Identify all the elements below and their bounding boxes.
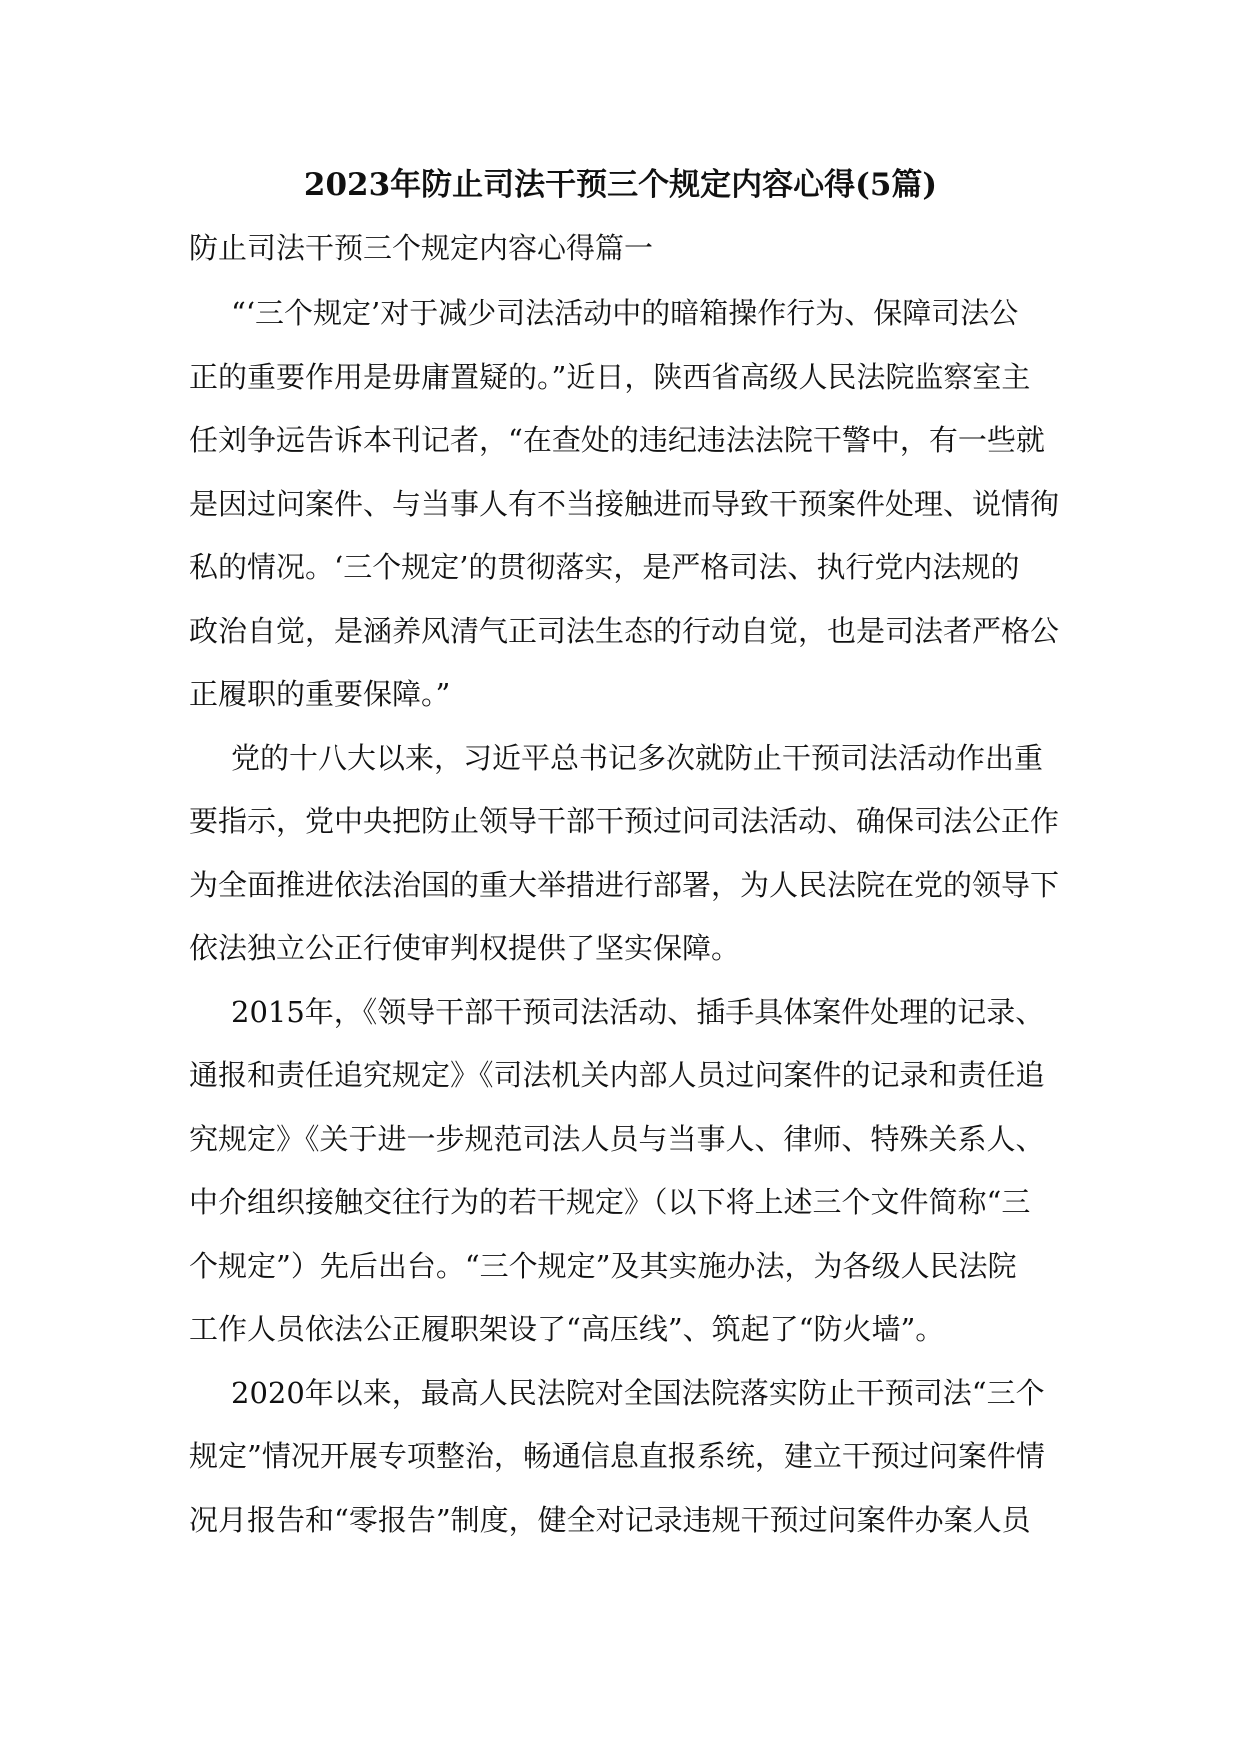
paragraph-line: 2015年，《领导干部干预司法活动、插手具体案件处理的记录、 [231, 994, 1045, 1029]
paragraph [189, 990, 1059, 1371]
paragraph-line: “‘三个规定’对于减少司法活动中的暗箱操作行为、保障司法公 [231, 296, 1019, 330]
paragraph-line: 个规定”）先后出台。“三个规定”及其实施办法，为各级人民法院 [189, 1248, 1017, 1283]
paragraph-line: 要指示，党中央把防止领导干部干预过问司法活动、确保司法公正作 [189, 804, 1060, 838]
paragraph-line: 规定”情况开展专项整治，畅通信息直报系统，建立干预过问案件情 [189, 1439, 1045, 1473]
document-body [189, 291, 1059, 1561]
paragraph-line: 通报和责任追究规定》《司法机关内部人员过问案件的记录和责任追 [189, 1058, 1045, 1092]
paragraph [189, 736, 1059, 990]
paragraph-line: 究规定》《关于进一步规范司法人员与当事人、律师、特殊关系人、 [189, 1121, 1045, 1156]
paragraph-line: 正履职的重要保障。” [189, 677, 451, 711]
document-title: 2023年防止司法干预三个规定内容心得(5篇) [303, 167, 938, 203]
paragraph-line: 政治自觉，是涵养风清气正司法生态的行动自觉，也是司法者严格公 [189, 613, 1060, 648]
paragraph [189, 291, 1059, 736]
paragraph-line: 任刘争远告诉本刊记者，“在查处的违纪违法法院干警中，有一些就 [189, 423, 1045, 457]
paragraph-line: 党的十八大以来，习近平总书记多次就防止干预司法活动作出重 [231, 740, 1044, 775]
paragraph-line: 工作人员依法公正履职架设了“高压线”、筑起了“防火墙”。 [189, 1312, 945, 1346]
paragraph-line: 正的重要作用是毋庸置疑的。”近日，陕西省高级人民法院监察室主 [189, 359, 1031, 394]
paragraph-line: 依法独立公正行使审判权提供了坚实保障。 [189, 931, 741, 965]
paragraph-line: 为全面推进依法治国的重大举措进行部署，为人民法院在党的领导下 [189, 867, 1060, 902]
paragraph-line: 2020年以来，最高人民法院对全国法院落实防止干预司法“三个 [231, 1375, 1045, 1410]
paragraph-line: 是因过问案件、与当事人有不当接触进而导致干预案件处理、说情徇 [189, 486, 1060, 521]
paragraph [189, 1371, 1059, 1562]
paragraph-line: 私的情况。‘三个规定’的贯彻落实，是严格司法、执行党内法规的 [189, 550, 1020, 584]
paragraph-line: 中介组织接触交往行为的若干规定》（以下将上述三个文件简称“三 [189, 1185, 1031, 1219]
section-heading: 防止司法干预三个规定内容心得篇一 [189, 231, 654, 265]
paragraph-line: 况月报告和“零报告”制度，健全对记录违规干预过问案件办案人员 [189, 1502, 1031, 1537]
